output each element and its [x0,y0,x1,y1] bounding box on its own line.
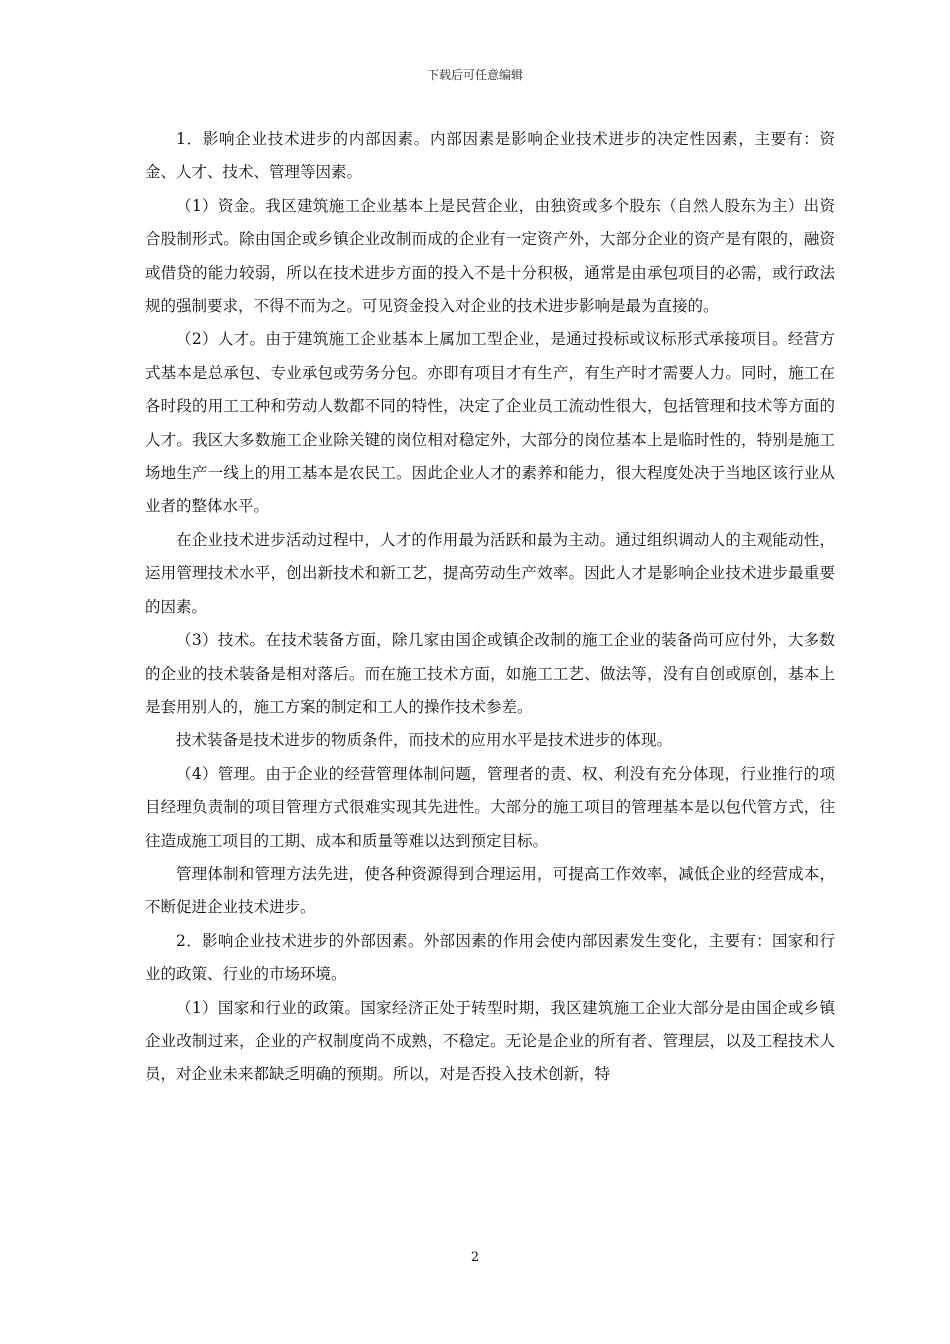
paragraph-talent-role: 在企业技术进步活动过程中，人才的作用最为活跃和最为主动。通过组织调动人的主观能动性，运用管理技术水平，创出新技术和新工艺，提高劳动生产效率。因此人才是影响企业技术进步最重要的因素。 [145,530,835,616]
paragraph-talent: （2）人才。由于建筑施工企业基本上属加工型企业，是通过投标或议标形式承接项目。经营方式基本是总承包、专业承包或劳务分包。亦即有项目才有生产，有生产时才需要人力。同时，施工在各时段的用工工种和劳动人数都不同的特性，决定了企业员工流动性很大，包括管理和技术等方面的人才。我区大多数施工企业除关键的岗位相对稳定外，大部分的岗位基本上是临时性的，特别是施工场地生产一线上的用工基本是农民工。因此企业人才的素养和能力，很大程度处决于当地区该行业从业者的整体水平。 [145,330,835,516]
paragraph-internal-factors: 1．影响企业技术进步的内部因素。内部因素是影响企业技术进步的决定性因素，主要有：资金、人才、技术、管理等因素。 [145,130,835,182]
page-header-note: 下载后可任意编辑 [426,68,523,82]
paragraph-technology: （3）技术。在技术装备方面，除几家由国企或镇企改制的施工企业的装备尚可应付外，大多数的企业的技术装备是相对落后。而在施工技术方面，如施工工艺、做法等，没有自创或原创，基本上是套用别人的，施工方案的制定和工人的操作技术参差。 [145,631,835,716]
paragraph-management-summary: 管理体制和管理方法先进，使各种资源得到合理运用，可提高工作效率，减低企业的经营成本，不断促进企业技术进步。 [145,864,835,917]
paragraph-technology-summary: 技术装备是技术进步的物质条件，而技术的应用水平是技术进步的体现。 [176,731,673,750]
paragraph-capital: （1）资金。我区建筑施工企业基本上是民营企业，由独资或多个股东（自然人股东为主）出资合股制形式。除由国企或乡镇企业改制而成的企业有一定资产外，大部分企业的资产是有限的，融资或借贷的能力较弱，所以在技术进步方面的投入不是十分积极，通常是由承包项目的必需，或行政法规的强制要求，不得不而为之。可见资金投入对企业的技术进步影响是最为直接的。 [145,196,835,316]
paragraph-external-factors: 2．影响企业技术进步的外部因素。外部因素的作用会使内部因素发生变化，主要有：国家和行业的政策、行业的市场环境。 [145,931,835,984]
page-number: 2 [470,1250,480,1265]
paragraph-management: （4）管理。由于企业的经营管理体制问题，管理者的责、权、利没有充分体现，行业推行的项目经理负责制的项目管理方式很难实现其先进性。大部分的施工项目的管理基本是以包代管方式，往往造成施工项目的工期、成本和质量等难以达到预定目标。 [145,764,835,850]
document-body [145,123,835,1092]
paragraph-policy: （1）国家和行业的政策。国家经济正处于转型时期，我区建筑施工企业大部分是由国企或乡镇企业改制过来，企业的产权制度尚不成熟，不稳定。无论是企业的所有者、管理层，以及工程技术人员，对企业未来都缺乏明确的预期。所以，对是否投入技术创新，特 [145,998,835,1084]
